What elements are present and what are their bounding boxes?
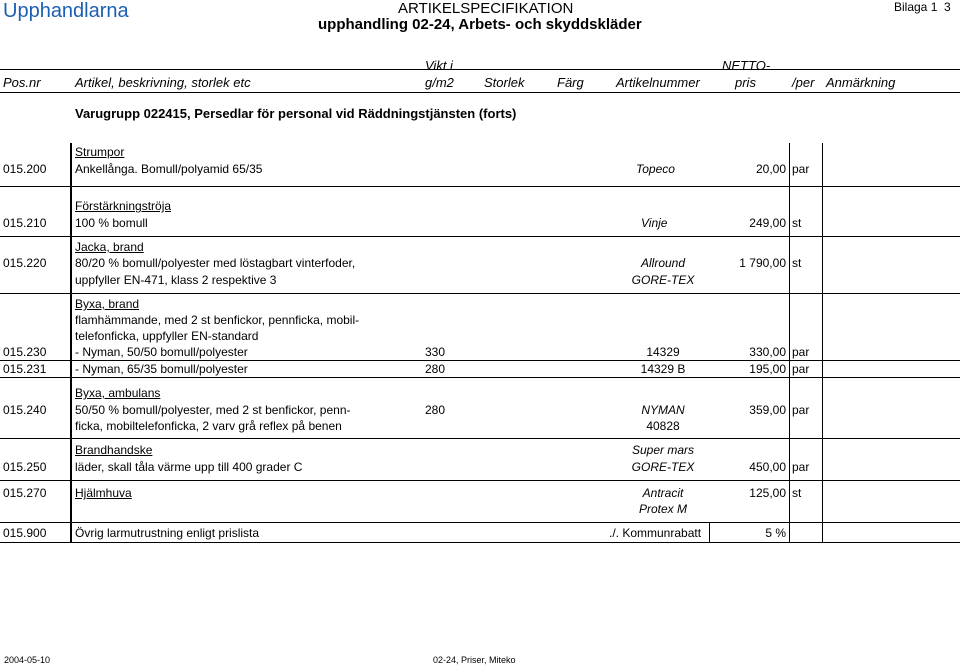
col-article: Artikel, beskrivning, storlek etc [75, 75, 251, 90]
weight: 280 [425, 403, 446, 417]
row-rule [0, 480, 960, 481]
unit: par [792, 362, 810, 376]
pos-number: 015.220 [3, 256, 47, 270]
col-article-no: Artikelnummer [616, 75, 700, 90]
row-rule [0, 438, 960, 439]
row-rule [0, 377, 960, 378]
col-remark: Anmärkning [826, 75, 896, 90]
unit: par [792, 460, 810, 474]
article-number: NYMAN [641, 403, 685, 417]
item-description: ficka, mobiltelefonficka, 2 varv grå reflex på benen [75, 419, 342, 433]
app-title: Upphandlarna [3, 0, 129, 22]
unit: st [792, 216, 802, 230]
pos-number: 015.270 [3, 486, 47, 500]
article-number: Super mars [631, 443, 695, 457]
item-description: 80/20 % bomull/polyester med löstagbart vinterfoder, [75, 256, 356, 270]
col-size: Storlek [484, 75, 525, 90]
unit: st [792, 256, 802, 270]
unit: st [792, 486, 802, 500]
net-price: 20,00 [755, 162, 786, 176]
row-rule [0, 186, 960, 187]
col-weight-bottom: g/m2 [425, 75, 454, 90]
item-description: läder, skall tåla värme upp till 400 grader C [75, 460, 303, 474]
spec-title: ARTIKELSPECIFIKATION [398, 0, 574, 17]
item-title: Byxa, ambulans [75, 386, 161, 400]
attachment-page: 3 [944, 0, 951, 14]
col-price-bottom: pris [735, 75, 756, 90]
article-number: GORE-TEX [631, 460, 695, 474]
col-weight-top: Vikt i [425, 58, 453, 73]
pos-number: 015.231 [3, 362, 47, 376]
pos-number: 015.210 [3, 216, 47, 230]
article-number: Allround [640, 256, 686, 270]
col-price-top: NETTO- [722, 58, 771, 73]
col-divider-pos [70, 143, 72, 542]
header-top-rule [0, 69, 960, 70]
article-number: Vinje [641, 216, 668, 230]
weight: 330 [425, 345, 446, 359]
col-color: Färg [557, 75, 584, 90]
net-price: 450,00 [749, 460, 786, 474]
item-description: 50/50 % bomull/polyester, med 2 st benfickor, penn- [75, 403, 351, 417]
weight: 280 [425, 362, 446, 376]
item-description: Ankellånga. Bomull/polyamid 65/35 [75, 162, 263, 176]
row-rule [0, 293, 960, 294]
group-heading: Varugrupp 022415, Persedlar för personal vid Räddningstjänsten (forts) [75, 106, 517, 121]
article-number: 14329 [646, 345, 680, 359]
row-rule [0, 522, 960, 523]
item-description: uppfyller EN-471, klass 2 respektive 3 [75, 273, 277, 287]
discount-label: ./. Kommunrabatt [609, 526, 702, 540]
net-price: 359,00 [749, 403, 786, 417]
item-title: Förstärkningströja [75, 199, 172, 213]
pos-number: 015.250 [3, 460, 47, 474]
footer-doc: 02-24, Priser, Miteko [433, 655, 516, 665]
net-price: 195,00 [749, 362, 786, 376]
discount-value: 5 % [765, 526, 786, 540]
col-divider-price [789, 143, 790, 542]
footer-date: 2004-05-10 [4, 655, 51, 665]
row-rule [0, 542, 960, 543]
item-description: Övrig larmutrustning enligt prislista [75, 526, 260, 540]
header-bottom-rule [0, 92, 960, 93]
item-description: flamhämmande, med 2 st benfickor, pennficka, mobil- [75, 313, 360, 327]
article-number: Topeco [636, 162, 675, 176]
row-rule [0, 236, 960, 237]
unit: par [792, 162, 810, 176]
row-rule [0, 360, 960, 361]
article-number: Protex M [638, 502, 687, 516]
pos-number: 015.240 [3, 403, 47, 417]
col-per: /per [792, 75, 815, 90]
item-description: - Nyman, 50/50 bomull/polyester [75, 345, 248, 359]
item-title: Brandhandske [75, 443, 153, 457]
net-price: 330,00 [749, 345, 786, 359]
pos-number: 015.200 [3, 162, 47, 176]
item-title: Strumpor [75, 145, 125, 159]
item-description: telefonficka, uppfyller EN-standard [75, 329, 259, 343]
item-description: 100 % bomull [75, 216, 148, 230]
article-number: 40828 [646, 419, 680, 433]
unit: par [792, 345, 810, 359]
article-number: 14329 B [640, 362, 686, 376]
net-price: 1 790,00 [739, 256, 786, 270]
item-title: Jacka, brand [75, 240, 144, 254]
item-title: Hjälmhuva [75, 486, 132, 500]
pos-number: 015.230 [3, 345, 47, 359]
item-description: - Nyman, 65/35 bomull/polyester [75, 362, 248, 376]
col-divider-per [822, 143, 823, 542]
net-price: 125,00 [749, 486, 786, 500]
col-pos: Pos.nr [3, 75, 41, 90]
article-number: GORE-TEX [631, 273, 695, 287]
spec-subtitle: upphandling 02-24, Arbets- och skyddskläder [318, 16, 642, 33]
unit: par [792, 403, 810, 417]
attachment-label: Bilaga 1 [894, 0, 938, 14]
pos-number: 015.900 [3, 526, 47, 540]
article-number: Antracit [642, 486, 684, 500]
item-title: Byxa, brand [75, 297, 140, 311]
net-price: 249,00 [749, 216, 786, 230]
